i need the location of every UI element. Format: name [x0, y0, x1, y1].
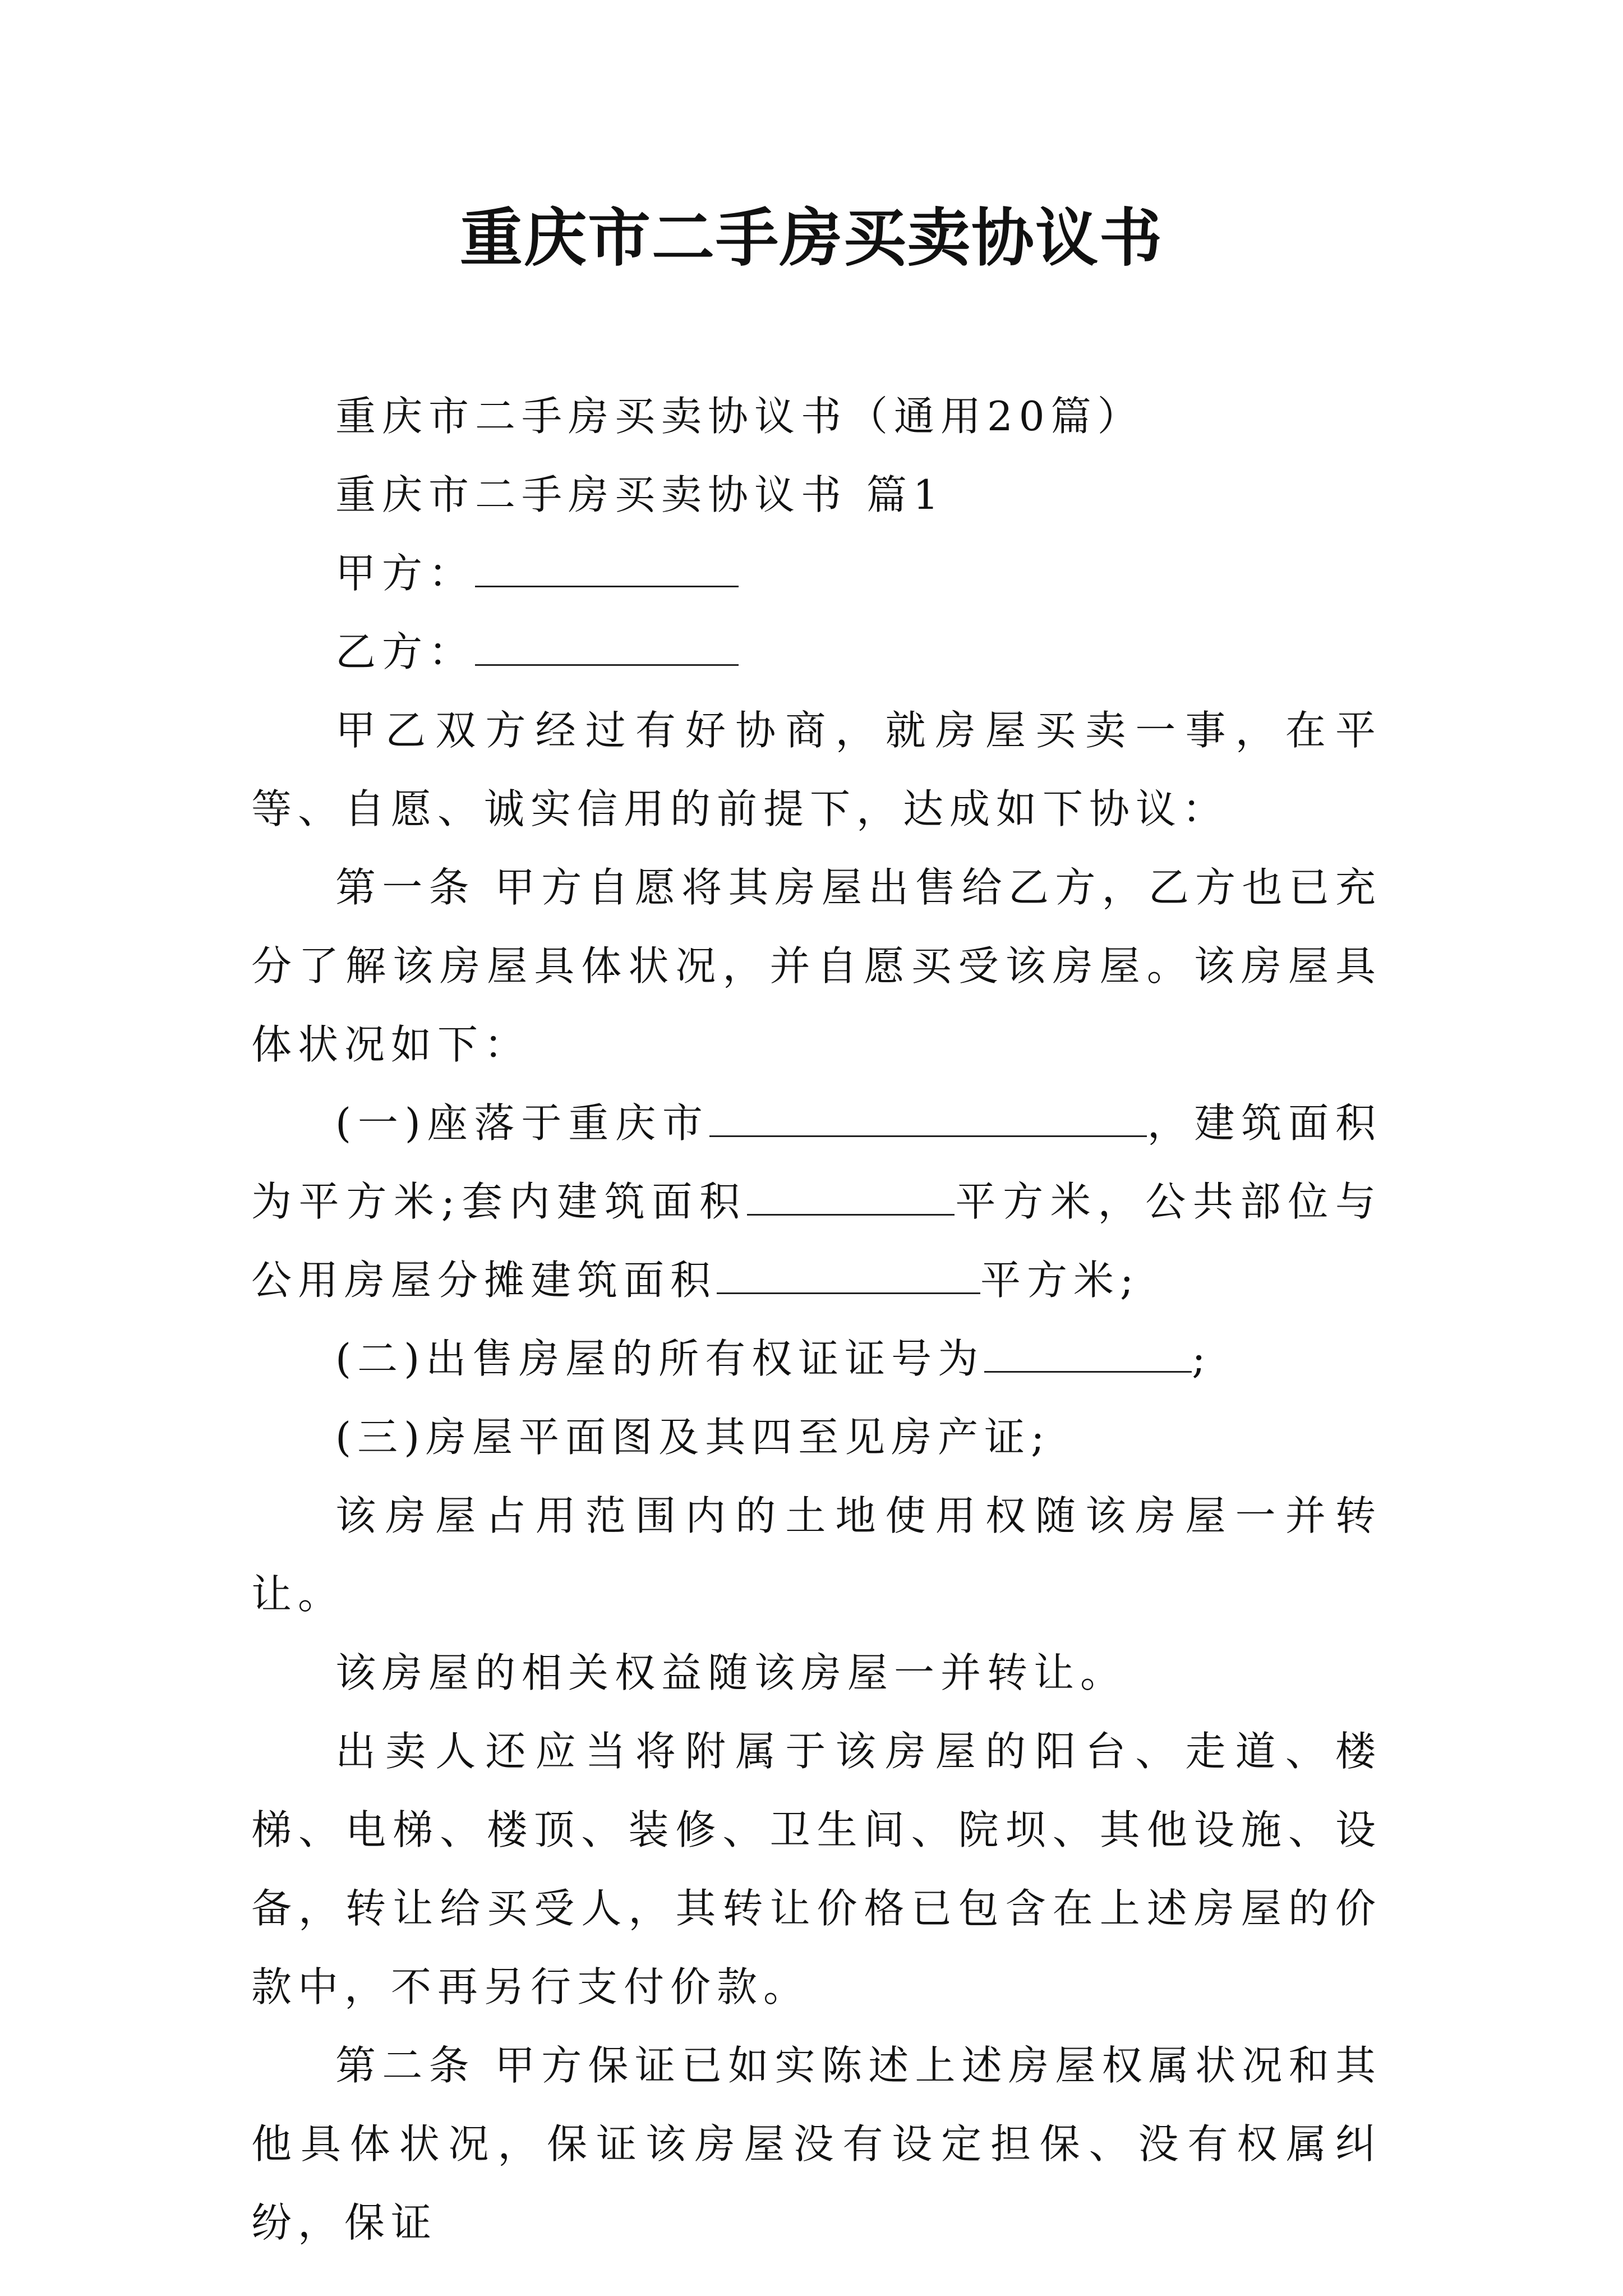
subtitle-paragraph: 重庆市二手房买卖协议书（通用20篇） — [335, 393, 1144, 440]
location-blank — [709, 1091, 1147, 1137]
certificate-text: (二)出售房屋的所有权证证号为 — [335, 1335, 985, 1382]
party-b-blank — [475, 619, 739, 666]
land-use-paragraph: 该房屋占用范围内的土地使用权随该房屋一并转让。 — [251, 1492, 1382, 1618]
agreement-intro: 甲乙双方经过有好协商，就房屋买卖一事，在平等、自愿、诚实信用的前提下，达成如下协议： — [251, 707, 1382, 832]
section-heading: 重庆市二手房买卖协议书 篇1 — [335, 471, 945, 518]
shared-area-text: 平方米，公共部位与公用房屋分摊建筑面积 — [251, 1178, 1382, 1304]
property-location-paragraph — [251, 1084, 1382, 1319]
document-title: 重庆市二手房买卖协议书 — [460, 201, 1163, 275]
document-body — [251, 377, 1382, 2262]
party-b-label: 乙方： — [335, 628, 476, 675]
shared-area-blank — [717, 1248, 980, 1294]
article-two: 第二条 甲方保证已如实陈述上述房屋权属状况和其他具体状况，保证该房屋没有设定担保、没有权属纠纷，保证 — [251, 2042, 1382, 2246]
inner-area-blank — [747, 1169, 955, 1216]
area-text: ，建筑面积为平方米;套内建筑面积 — [251, 1099, 1382, 1225]
facilities-paragraph: 出卖人还应当将附属于该房屋的阳台、走道、楼梯、电梯、楼顶、装修、卫生间、院坝、其他设施、设备，转让给买受人，其转让价格已包含在上述房屋的价款中，不再另行支付价款。 — [251, 1728, 1382, 2010]
article-one: 第一条 甲方自愿将其房屋出售给乙方，乙方也已充分了解该房屋具体状况，并自愿买受该房屋。该房屋具体状况如下： — [251, 864, 1382, 1068]
party-a-line — [251, 534, 1382, 613]
location-text: (一)座落于重庆市 — [335, 1099, 709, 1147]
party-a-blank — [475, 541, 739, 587]
rights-paragraph: 该房屋的相关权益随该房屋一并转让。 — [335, 1649, 1127, 1696]
floor-plan-paragraph: (三)房屋平面图及其四至见房产证; — [335, 1414, 1051, 1461]
area-unit-text: 平方米; — [980, 1257, 1140, 1304]
party-a-label: 甲方： — [335, 550, 476, 597]
party-b-line — [251, 613, 1382, 691]
certificate-number-paragraph — [251, 1319, 1382, 1398]
certificate-blank — [984, 1326, 1192, 1373]
certificate-end: ; — [1192, 1335, 1212, 1382]
